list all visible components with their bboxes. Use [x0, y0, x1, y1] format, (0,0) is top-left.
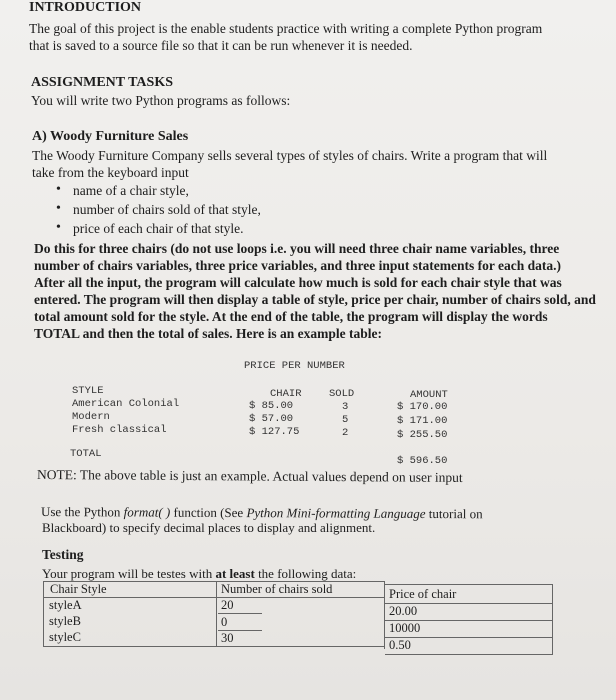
example-row-price: $ 57.00: [249, 413, 294, 425]
format-note-pre: Use the Python: [40, 504, 124, 520]
part-a-para-4: entered. The program will then display a table of style, price per chair, number of chairs sold, and: [34, 292, 596, 307]
intro-line-2: that is saved to a source file so that it can be run whenever it is needed.: [29, 38, 413, 53]
example-total-label: TOTAL: [70, 448, 102, 460]
part-a-para-2: number of chairs variables, three price variables, and three input statements for each data.): [34, 258, 561, 273]
test-col-header: Number of chairs sold: [221, 582, 333, 596]
format-note-func: format( ): [123, 504, 171, 520]
part-a-para-1: Do this for three chairs (do not use loops i.e. you will need three chair name variables, three: [34, 241, 560, 256]
example-row-sold: 5: [342, 414, 349, 426]
testing-intro: [42, 566, 356, 581]
table-rule: [218, 613, 262, 614]
test-cell-price: 20.00: [389, 604, 418, 618]
example-row-style: Fresh classical: [72, 424, 167, 436]
example-header-chair: CHAIR: [270, 388, 302, 400]
part-a-line-2: take from the keyboard input: [32, 165, 189, 180]
example-row-sold: 2: [342, 427, 349, 439]
bullet-item: number of chairs sold of that style,: [73, 202, 261, 217]
format-note-link: Python Mini-formatting Language: [246, 505, 426, 522]
example-header-amount: AMOUNT: [410, 389, 448, 401]
tasks-heading: ASSIGNMENT TASKS: [31, 75, 173, 90]
testing-intro-bold: at least: [215, 566, 255, 581]
table-rule: [43, 597, 385, 598]
example-row-style: Modern: [72, 411, 110, 423]
bullet-item: name of a chair style,: [73, 183, 189, 198]
test-cell-style: styleA: [49, 598, 82, 612]
example-row-sold: 3: [342, 401, 349, 413]
part-a-line-1: The Woody Furniture Company sells several types of styles of chairs. Write a program that will: [32, 148, 548, 163]
test-cell-sold: 20: [221, 598, 234, 612]
example-row-style: American Colonial: [72, 398, 180, 410]
intro-heading: INTRODUCTION: [29, 0, 142, 15]
test-cell-style: styleC: [49, 630, 81, 644]
example-row-price: $ 85.00: [249, 400, 294, 412]
part-a-para-5: total amount sold for the style. At the end of the table, the program will display the words: [34, 309, 548, 324]
bullet-icon: •: [56, 182, 61, 197]
testing-intro-post: the following data:: [254, 566, 357, 581]
test-cell-style: styleB: [49, 614, 81, 628]
example-row-amount: $ 255.50: [397, 429, 448, 441]
testing-intro-pre: Your program will be testes with: [42, 566, 216, 581]
bullet-icon: •: [56, 220, 61, 235]
test-cell-price: 0.50: [389, 638, 411, 652]
format-note-mid: function (See: [170, 504, 247, 521]
table-rule: [43, 581, 44, 647]
table-rule: [385, 584, 553, 585]
example-table-header-top: PRICE PER NUMBER: [244, 360, 345, 372]
test-col-header: Price of chair: [389, 587, 457, 601]
table-rule: [552, 584, 553, 654]
table-rule: [384, 581, 385, 649]
format-note-line-2: Blackboard) to specify decimal places to display and alignment.: [42, 520, 376, 535]
table-rule: [216, 581, 217, 647]
example-header-sold: SOLD: [329, 388, 355, 400]
example-total-value: $ 596.50: [397, 455, 448, 467]
format-note-line-1: [41, 504, 483, 521]
tasks-line-1: You will write two Python programs as follows:: [31, 93, 291, 108]
test-cell-sold: 0: [221, 615, 228, 629]
bullet-item: price of each chair of that style.: [73, 221, 244, 236]
part-a-heading: A) Woody Furniture Sales: [32, 129, 189, 144]
part-a-para-6: TOTAL and then the total of sales. Here is an example table:: [34, 326, 383, 341]
note-text: NOTE: The above table is just an example. Actual values depend on user input: [36, 467, 463, 485]
intro-line-1: The goal of this project is the enable students practice with writing a complete Python program: [29, 21, 543, 36]
part-a-para-3: After all the input, the program will calculate how much is sold for each chair style that was: [34, 275, 562, 290]
testing-heading: Testing: [42, 547, 84, 562]
example-row-price: $ 127.75: [249, 426, 300, 438]
example-row-amount: $ 171.00: [397, 415, 448, 427]
test-cell-price: 10000: [389, 621, 421, 635]
format-note-post: tutorial on: [425, 506, 483, 522]
example-header-style: STYLE: [72, 385, 104, 397]
example-row-amount: $ 170.00: [397, 401, 448, 413]
test-col-header: Chair Style: [50, 582, 107, 596]
bullet-icon: •: [56, 201, 61, 216]
table-rule: [43, 646, 384, 647]
table-rule: [385, 654, 553, 655]
test-cell-sold: 30: [221, 631, 234, 645]
